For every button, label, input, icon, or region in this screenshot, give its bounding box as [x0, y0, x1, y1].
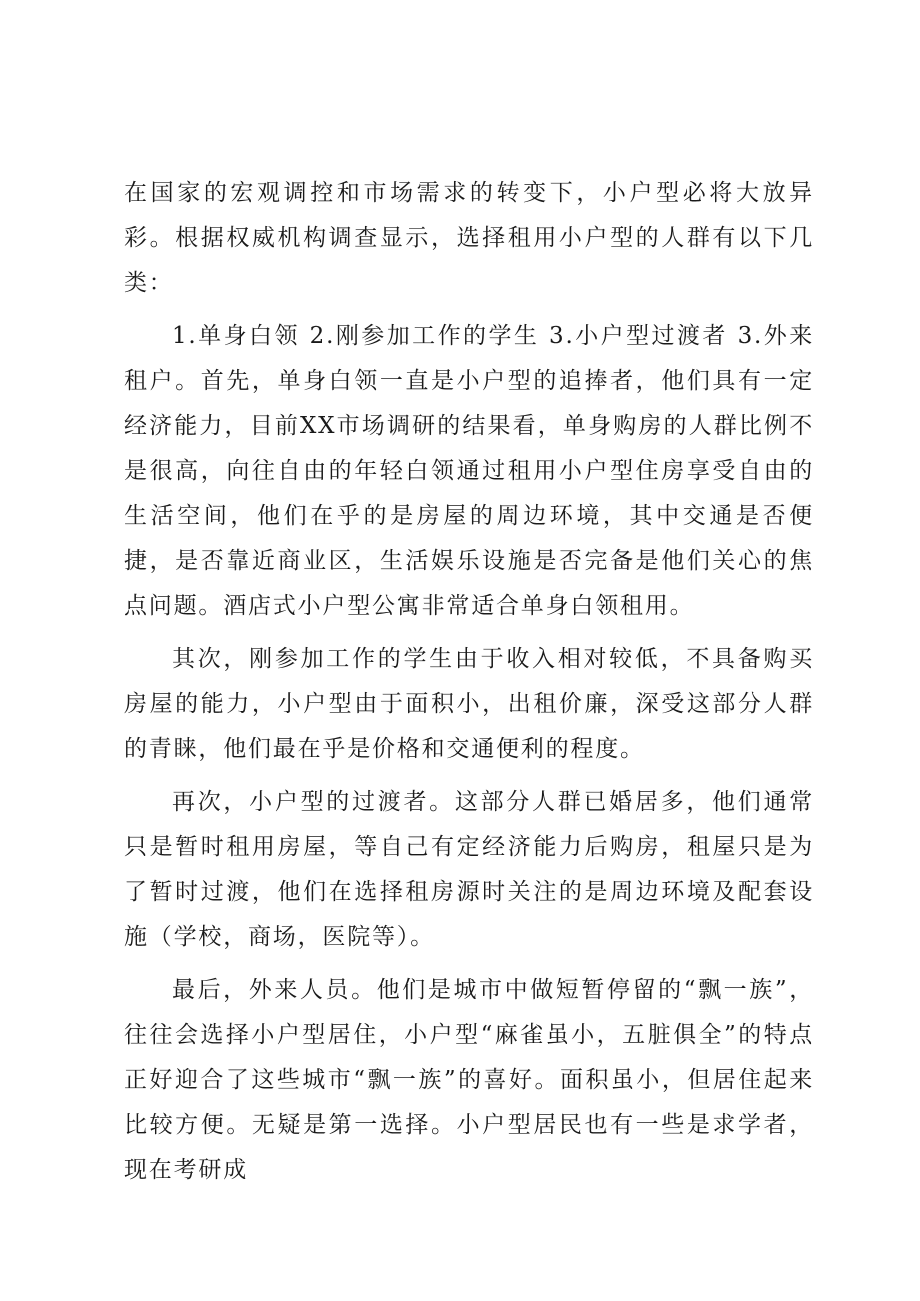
paragraph-migrants: 最后，外来人员。他们是城市中做短暂停留的“飘一族”，往往会选择小户型居住，小户型“麻雀虽小，五脏俱全”的特点正好迎合了这些城市“飘一族”的喜好。面积虽小，但居住起来比较方便。无疑是第一选择。小户型居民也有一些是求学者，现在考研成 [124, 977, 814, 1183]
paragraph-transitional: 再次，小户型的过渡者。这部分人群已婚居多，他们通常只是暂时租用房屋，等自己有定经济能力后购房，租屋只是为了暂时过渡，他们在选择租房源时关注的是周边环境及配套设施（学校，商场，医院等）。 [124, 789, 814, 950]
paragraph-intro: 在国家的宏观调控和市场需求的转变下，小户型必将大放异彩。根据权威机构调查显示，选择租用小户型的人群有以下几类： [124, 180, 814, 296]
body-text [124, 171, 814, 1193]
paragraph-categories: 1.单身白领 2.刚参加工作的学生 3.小户型过渡者 3.外来租户。首先，单身白领一直是小户型的追捧者，他们具有一定经济能力，目前XX市场调研的结果看，单身购房的人群比例不是很高，向往自由的年轻白领通过租用小户型住房享受自由的生活空间，他们在乎的是房屋的周边环境，其中交通是否便捷，是否靠近商业区，生活娱乐设施是否完备是他们关心的焦点问题。酒店式小户型公寓非常适合单身白领租用。 [124, 323, 814, 619]
paragraph-graduates: 其次，刚参加工作的学生由于收入相对较低，不具备购买房屋的能力，小户型由于面积小，出租价廉，深受这部分人群的青睐，他们最在乎是价格和交通便利的程度。 [124, 646, 814, 762]
